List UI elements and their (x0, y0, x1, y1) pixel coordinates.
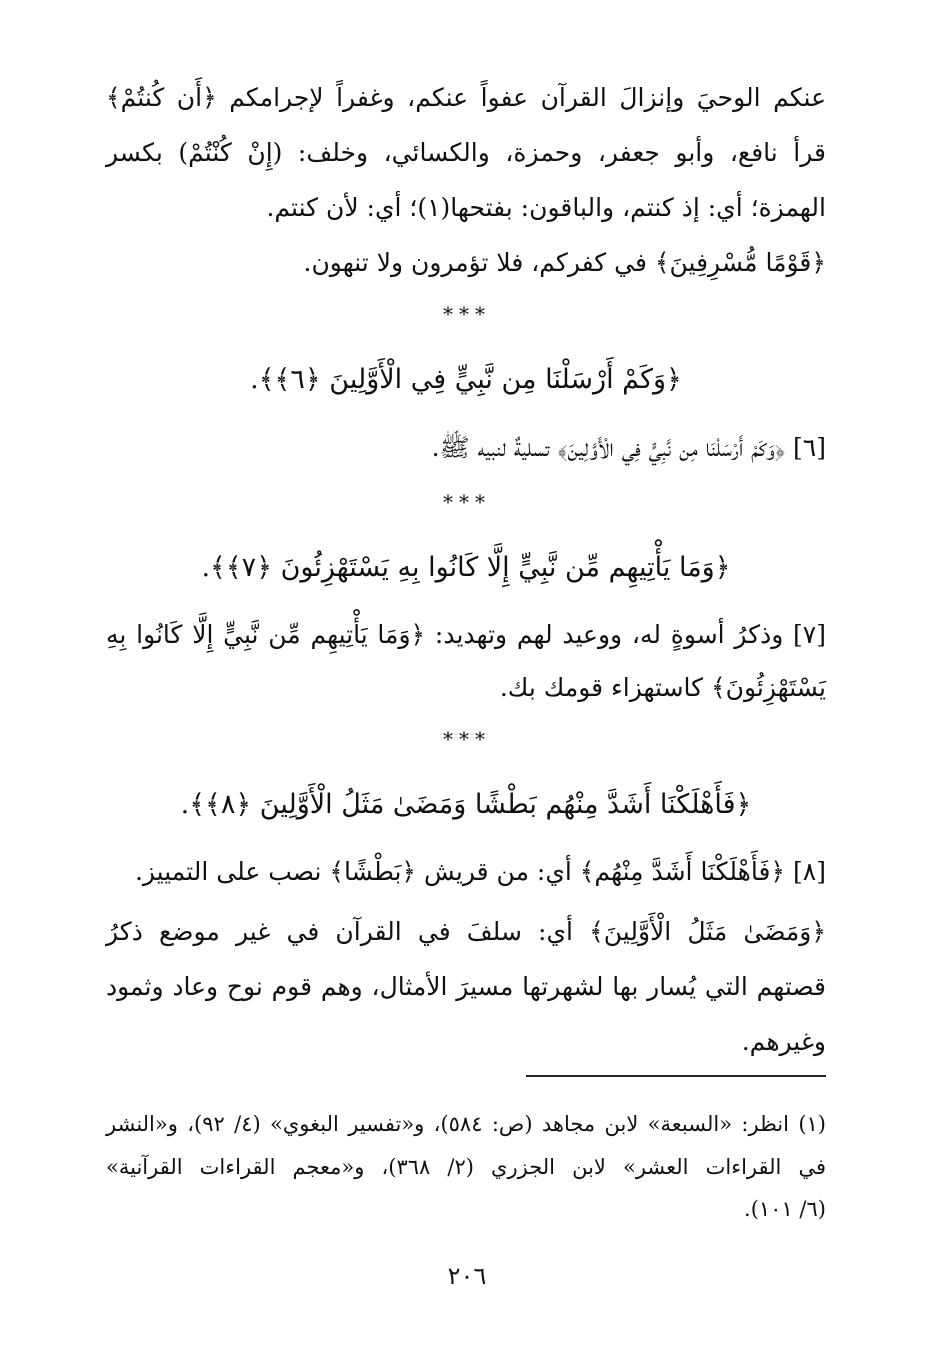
tafsir-8b-line-1: ﴿وَمَضَىٰ مَثَلُ الْأَوَّلِينَ﴾ أي: سلفَ في القرآن في غير موضع ذكرُ (106, 917, 826, 946)
tafsir-8b-line-2: قصتهم التي يُسار بها لشهرتها مسيرَ الأمثال، وهم قوم نوح وعاد وثمود (106, 972, 826, 1001)
verse-7: ﴿وَمَا يَأْتِيهِم مِّن نَّبِيٍّ إِلَّا كَانُوا بِهِ يَسْتَهْزِئُونَ ﴿٧﴾﴾. (201, 552, 731, 583)
footnote-divider (526, 1075, 826, 1077)
footnote-line-2: في القراءات العشر» لابن الجزري (٢/ ٣٦٨)، و«معجم القراءات القرآنية» (106, 1155, 826, 1179)
section-separator-3: *** (443, 727, 491, 751)
body-line-3: الهمزة؛ أي: إذ كنتم، والباقون: بفتحها(١)؛ أي: لأن كنتم. (266, 193, 826, 222)
section-separator-2: *** (443, 490, 491, 514)
section-separator-1: *** (443, 302, 491, 326)
tafsir-7-line-1: [٧] وذكرُ أسوةٍ له، ووعيد لهم وتهديد: ﴿وَمَا يَأْتِيهِم مِّن نَّبِيٍّ إِلَّا كَانُوا بِهِ (106, 620, 826, 649)
tafsir-7-line-2: يَسْتَهْزِئُونَ﴾ كاستهزاء قومك بك. (499, 673, 826, 702)
footnote-line-1: (١) انظر: «السبعة» لابن مجاهد (ص: ٥٨٤)، و«تفسير البغوي» (٤/ ٩٢)، و«النشر (106, 1112, 826, 1136)
verse-6: ﴿وَكَمْ أَرْسَلْنَا مِن نَّبِيٍّ فِي الْأَوَّلِينَ ﴿٦﴾﴾. (250, 364, 682, 395)
footnote-line-3: (٦/ ١٠١). (744, 1197, 826, 1221)
page-number: ٢٠٦ (447, 1262, 487, 1290)
verse-8: ﴿فَأَهْلَكْنَا أَشَدَّ مِنْهُم بَطْشًا وَمَضَىٰ مَثَلُ الْأَوَّلِينَ ﴿٨﴾﴾. (180, 789, 752, 820)
tafsir-8b-line-3: وغيرهم. (741, 1027, 826, 1056)
body-line-2: قرأ نافع، وأبو جعفر، وحمزة، والكسائي، وخلف: (إِنْ كُنْتُمْ) بكسر (106, 138, 826, 167)
body-line-1: عنكم الوحيَ وإنزالَ القرآن عفواً عنكم، وغفراً لإجرامكم ﴿أَن كُنتُمْ﴾ (106, 83, 826, 112)
tafsir-6: [٦] ﴿وَكَمْ أَرْسَلْنَا مِن نَّبِيٍّ فِي الْأَوَّلِينَ﴾ تسليةٌ لنبيه ﷺ. (431, 433, 826, 462)
tafsir-8: [٨] ﴿فَأَهْلَكْنَا أَشَدَّ مِنْهُم﴾ أي: من قريش ﴿بَطْشًا﴾ نصب على التمييز. (134, 857, 826, 886)
body-line-4: ﴿قَوْمًا مُّسْرِفِينَ﴾ في كفركم، فلا تؤمرون ولا تنهون. (303, 248, 826, 277)
